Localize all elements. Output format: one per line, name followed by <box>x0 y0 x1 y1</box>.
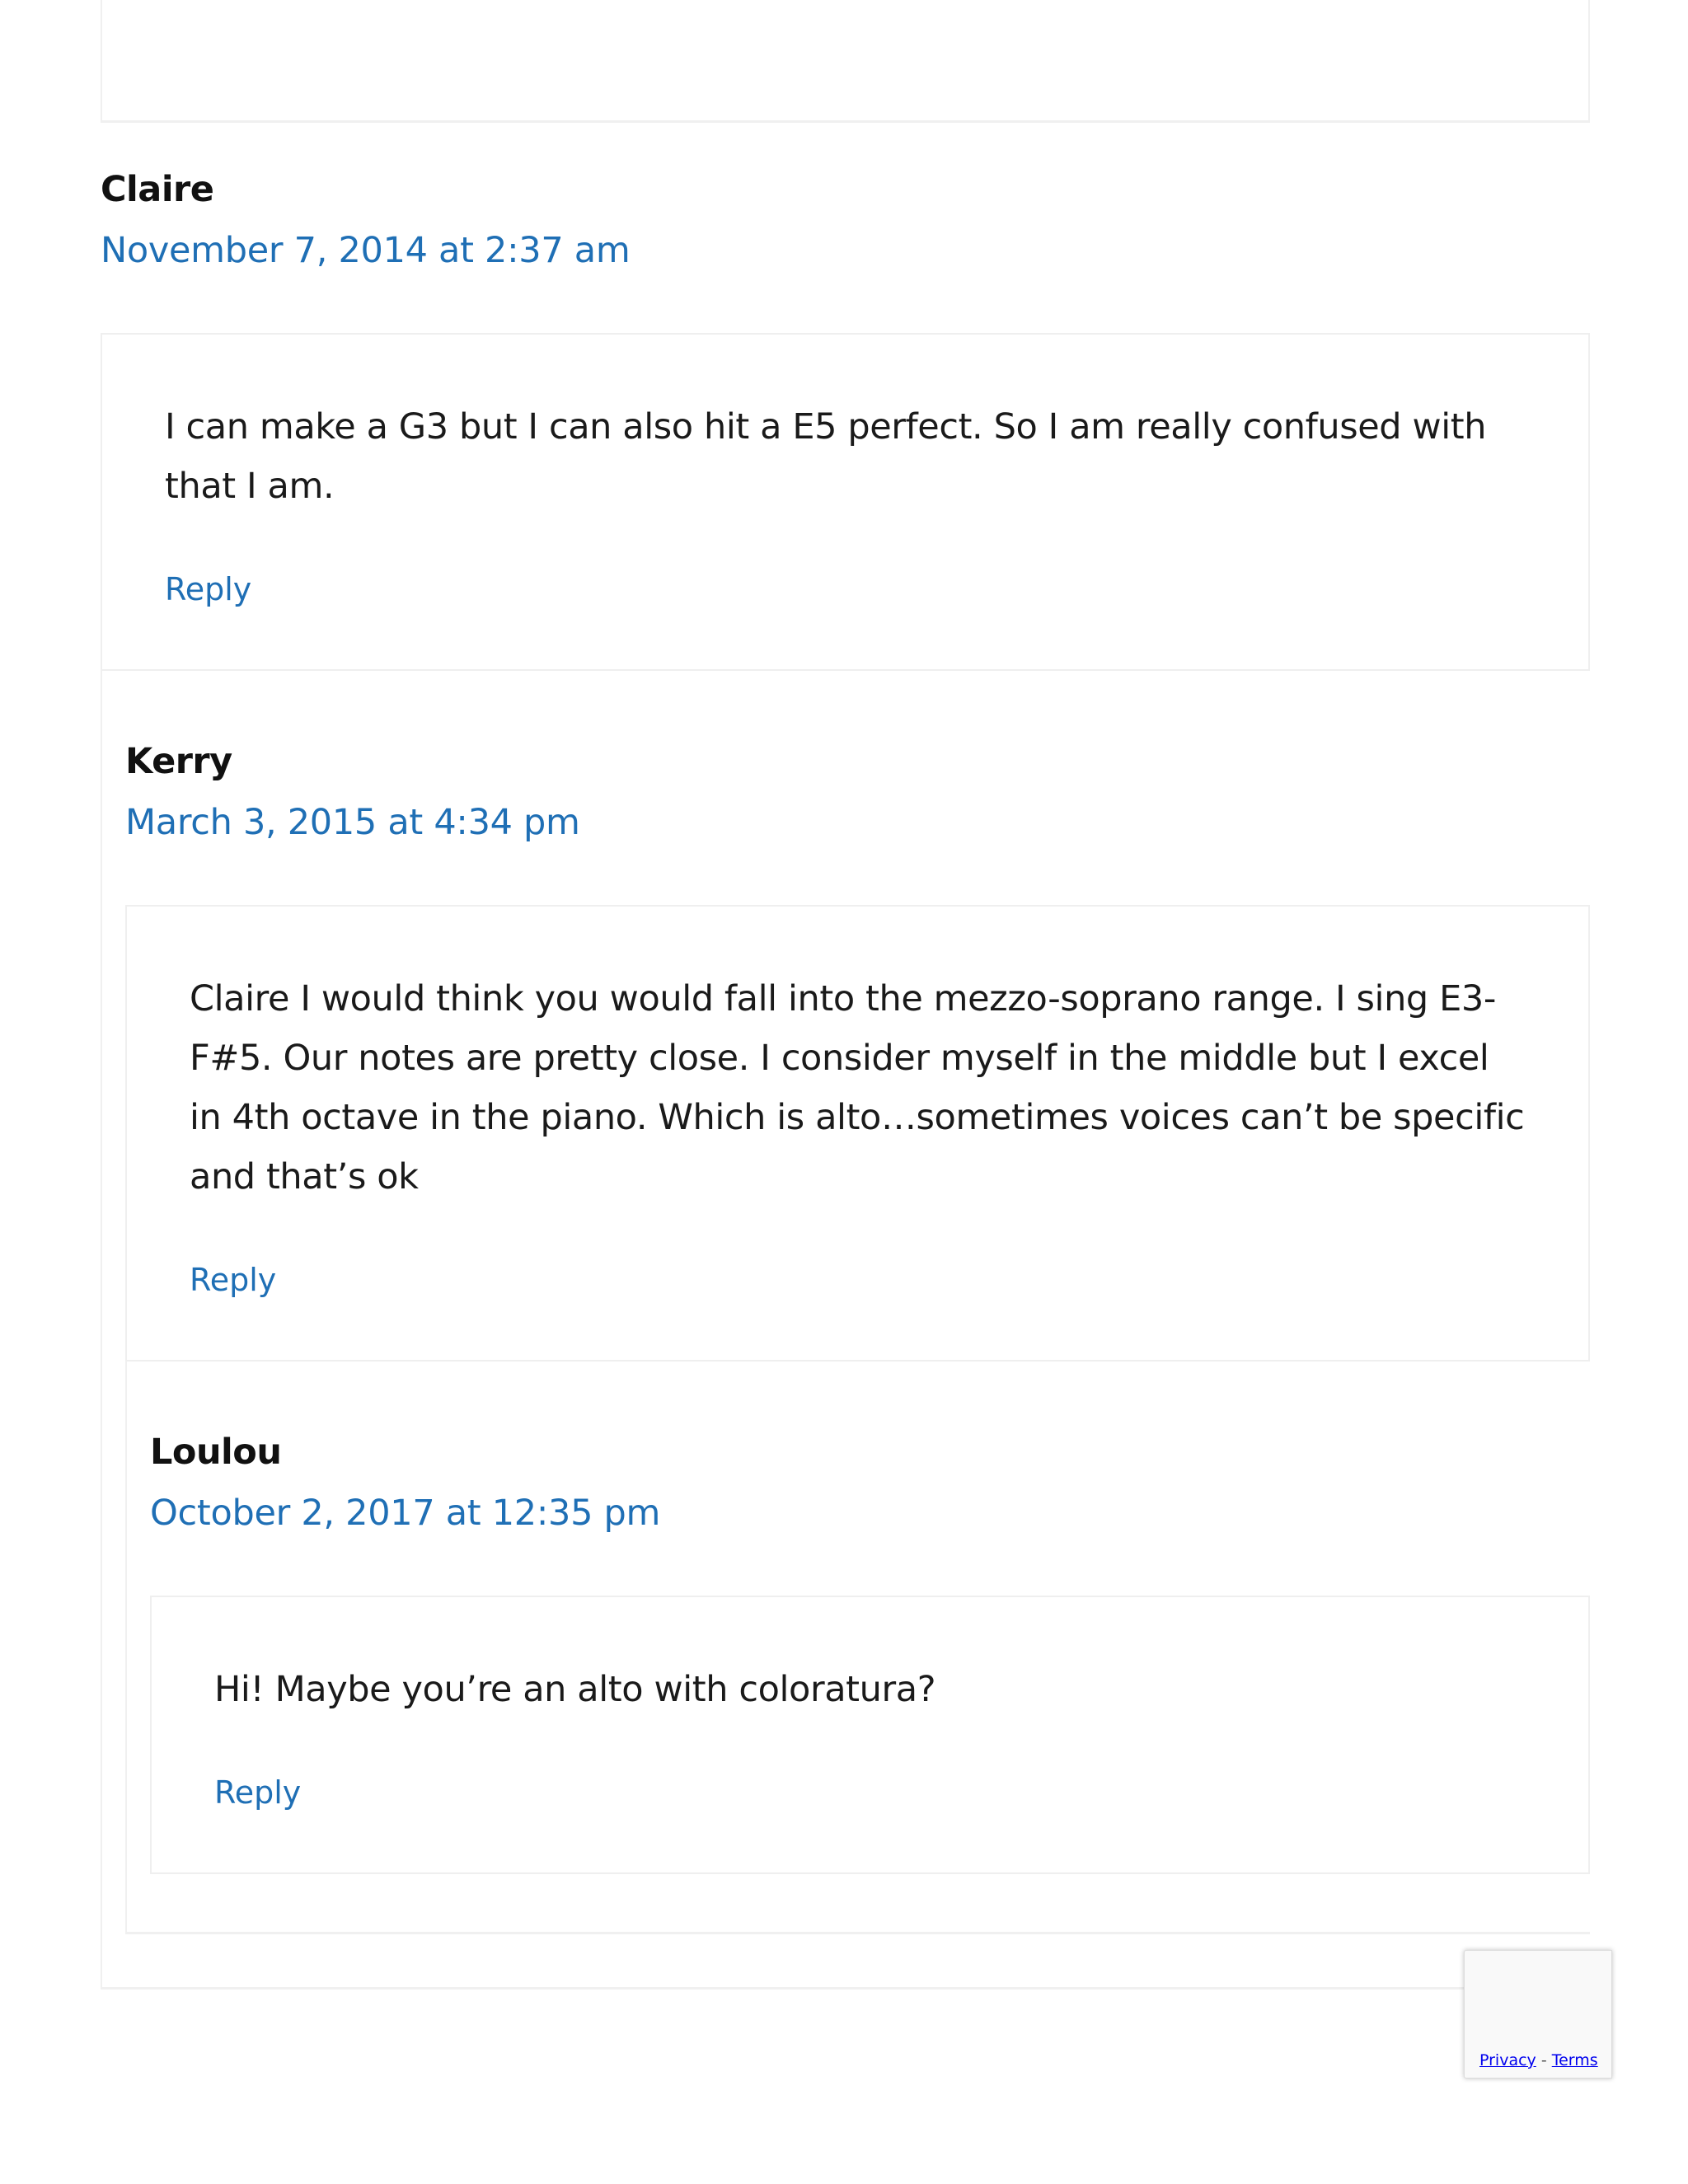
comment-meta <box>125 737 1590 847</box>
comment-author: Kerry <box>125 741 232 782</box>
comment-replies <box>125 1361 1590 1934</box>
comment-date-link[interactable]: October 2, 2017 at 12:35 pm <box>150 1493 661 1534</box>
comment-replies <box>101 671 1590 1990</box>
recaptcha-badge[interactable] <box>1464 1950 1612 2079</box>
recaptcha-privacy-link[interactable]: Privacy <box>1479 2051 1536 2069</box>
comment-author: Claire <box>101 169 214 210</box>
previous-comment-box <box>101 0 1590 123</box>
comment-text: Claire I would think you would fall into the mezzo-soprano range. I sing E3-F#5. Our notes are pretty close. I consider myself in the middle but I excel in 4th octave in the piano. Which is alto…sometimes voices can’t be specific and that’s ok <box>190 978 1525 1197</box>
reply-link[interactable]: Reply <box>165 571 252 607</box>
comment-body <box>125 905 1590 1361</box>
comment-author: Loulou <box>150 1432 282 1473</box>
comment <box>150 1427 1590 1874</box>
recaptcha-separator: - <box>1536 2051 1552 2069</box>
comment-thread <box>101 165 1590 1990</box>
comment-meta <box>101 165 1590 275</box>
comment-body <box>101 333 1590 671</box>
reply-link[interactable]: Reply <box>190 1262 277 1298</box>
reply-link[interactable]: Reply <box>214 1774 302 1811</box>
comment-text: Hi! Maybe you’re an alto with coloratura? <box>214 1669 936 1710</box>
comment-body <box>150 1596 1590 1874</box>
recaptcha-links <box>1479 2051 1598 2069</box>
comment <box>125 737 1590 1934</box>
comment <box>101 165 1590 1990</box>
comment-meta <box>150 1427 1590 1538</box>
comment-date-link[interactable]: November 7, 2014 at 2:37 am <box>101 230 631 271</box>
recaptcha-terms-link[interactable]: Terms <box>1551 2051 1598 2069</box>
comment-text: I can make a G3 but I can also hit a E5 perfect. So I am really confused with that I am. <box>165 406 1487 507</box>
comment-date-link[interactable]: March 3, 2015 at 4:34 pm <box>125 802 580 843</box>
